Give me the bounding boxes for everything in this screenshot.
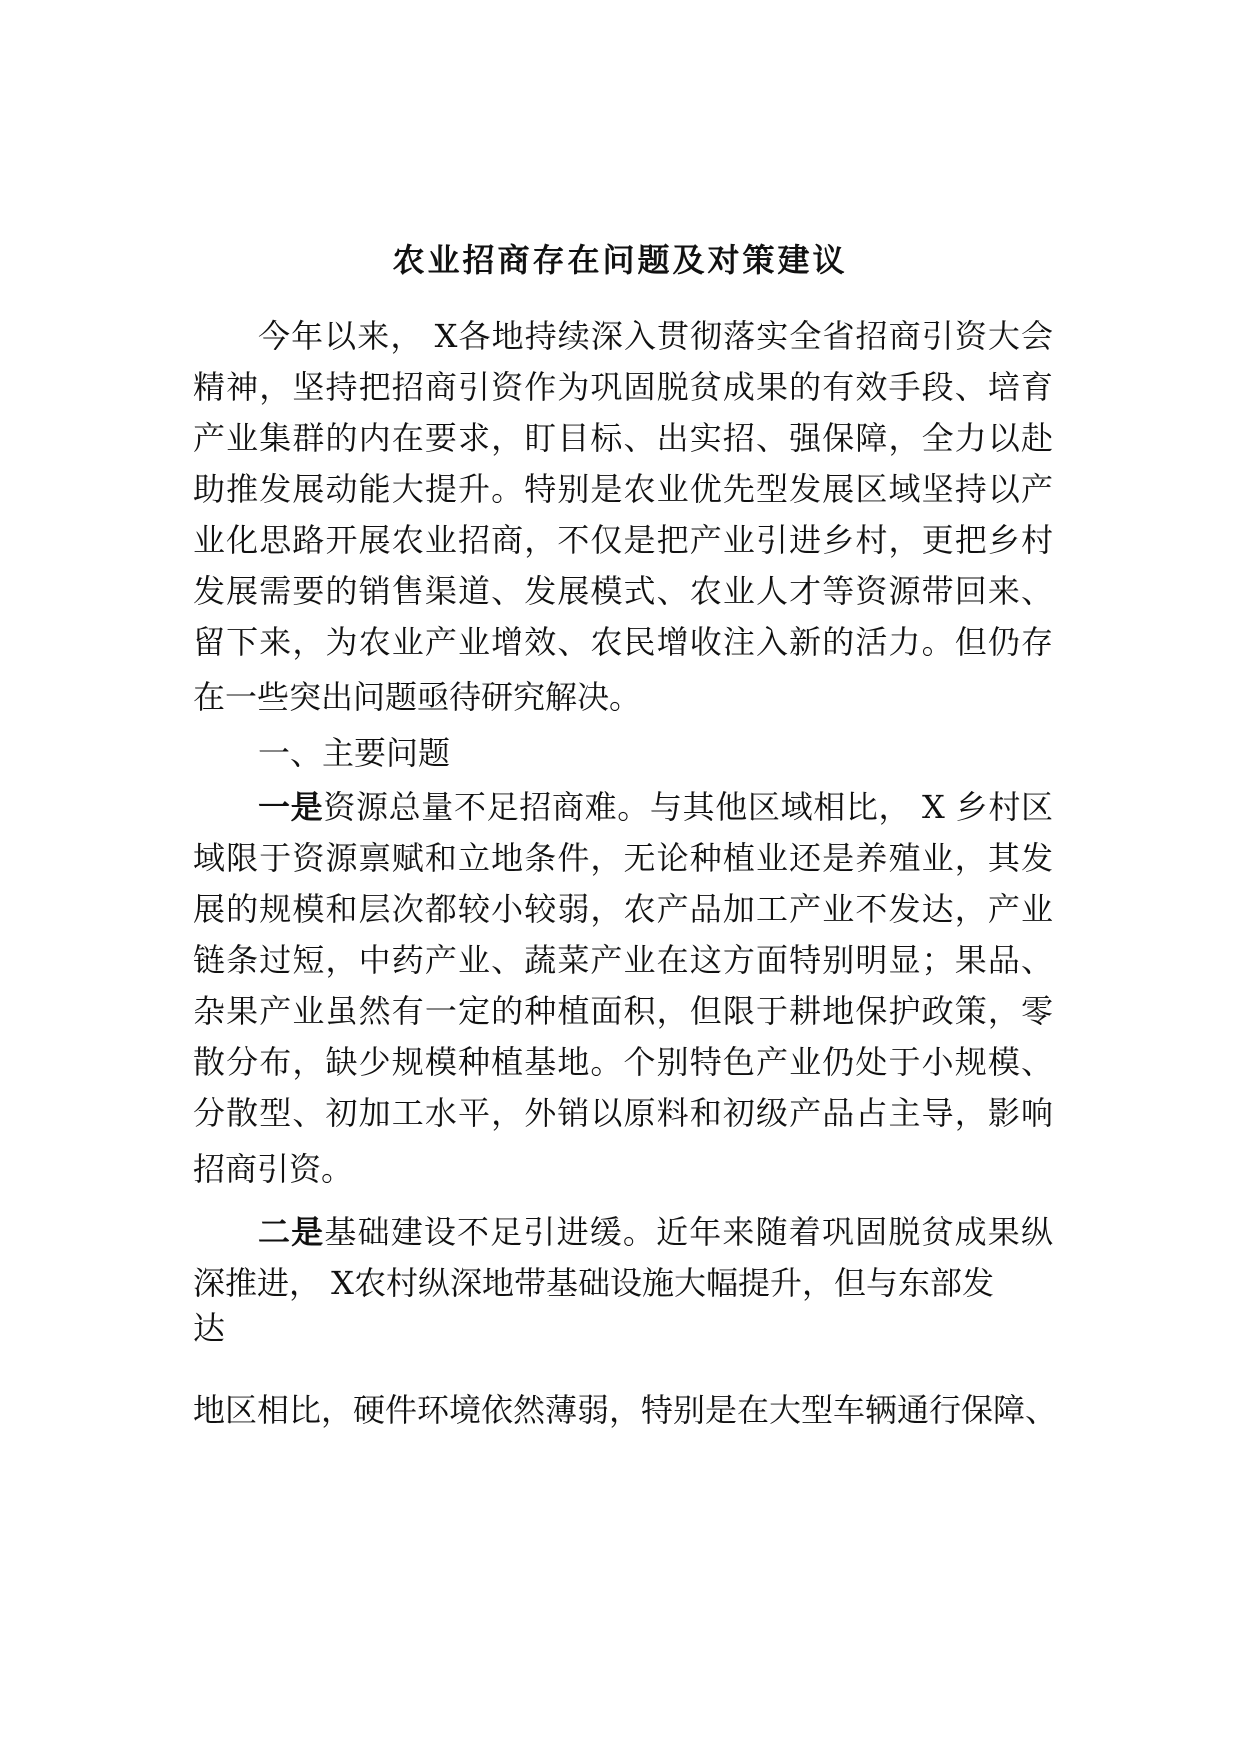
paragraph-line: 业化思路开展农业招商，不仅是把产业引进乡村，更把乡村 [193,521,1053,559]
paragraph-line: 发展需要的销售渠道、发展模式、农业人才等资源带回来、 [193,572,1053,610]
section-heading: 一、主要问题 [258,734,451,772]
paragraph-lead: 二是 [258,1213,325,1251]
paragraph-line: 散分布，缺少规模种植基地。个别特色产业仍处于小规模、 [193,1043,1053,1081]
paragraph-line: 域限于资源禀赋和立地条件，无论种植业还是养殖业，其发 [193,839,1053,877]
paragraph-line [258,785,1053,829]
paragraph-line: 分散型、初加工水平，外销以原料和初级产品占主导，影响 [193,1094,1053,1132]
paragraph-text: 资源总量不足招商难。与其他区域相比， X 乡村区 [323,788,1053,826]
paragraph-line: 展的规模和层次都较小较弱，农产品加工产业不发达，产业 [193,890,1053,928]
paragraph-line: 在一些突出问题亟待研究解决。 [193,678,642,716]
paragraph-line: 招商引资。 [193,1150,354,1188]
paragraph-line: 今年以来， X各地持续深入贯彻落实全省招商引资大会 [258,317,1053,355]
paragraph-line: 达 [193,1309,226,1347]
paragraph-line: 精神，坚持把招商引资作为巩固脱贫成果的有效手段、培育 [193,368,1053,406]
paragraph-line: 地区相比，硬件环境依然薄弱，特别是在大型车辆通行保障、 [193,1391,1058,1429]
paragraph-line: 深推进， X农村纵深地带基础设施大幅提升，但与东部发 [193,1264,994,1302]
paragraph-line [258,1210,1053,1254]
paragraph-line: 产业集群的内在要求，盯目标、出实招、强保障，全力以赴 [193,419,1053,457]
paragraph-line: 链条过短，中药产业、蔬菜产业在这方面特别明显；果品、 [193,941,1053,979]
paragraph-line: 助推发展动能大提升。特别是农业优先型发展区域坚持以产 [193,470,1053,508]
paragraph-lead: 一是 [258,788,324,826]
paragraph-line: 留下来，为农业产业增效、农民增收注入新的活力。但仍存 [193,623,1053,661]
document-title: 农业招商存在问题及对策建议 [392,241,848,279]
paragraph-line: 杂果产业虽然有一定的种植面积，但限于耕地保护政策，零 [193,992,1053,1030]
paragraph-text: 基础建设不足引进缓。近年来随着巩固脱贫成果纵 [324,1213,1053,1251]
